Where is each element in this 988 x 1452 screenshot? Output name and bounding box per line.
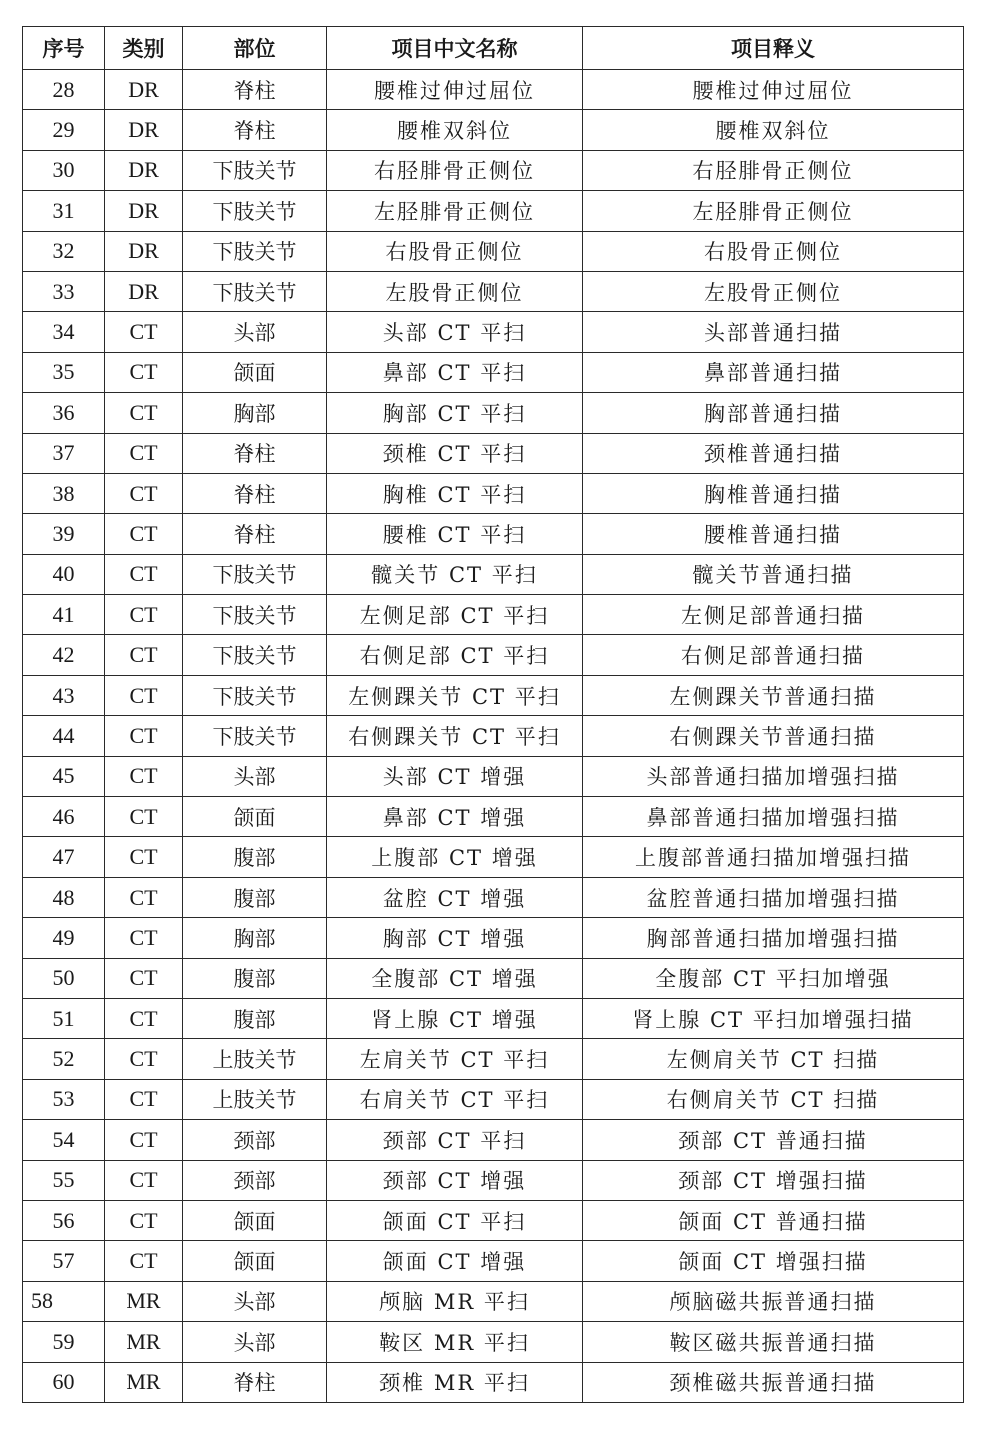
cell-item-name: 颌面 CT 平扫 (327, 1200, 583, 1240)
cell-item-name: 鼻部 CT 平扫 (327, 352, 583, 392)
cell-item-description: 颈椎磁共振普通扫描 (583, 1362, 964, 1402)
cell-item-description: 右股骨正侧位 (583, 231, 964, 271)
header-seq: 序号 (23, 27, 105, 70)
cell-item-name: 鼻部 CT 增强 (327, 797, 583, 837)
cell-part: 腹部 (183, 958, 327, 998)
cell-seq: 39 (23, 514, 105, 554)
cell-seq: 57 (23, 1241, 105, 1281)
cell-seq: 32 (23, 231, 105, 271)
cell-seq: 44 (23, 716, 105, 756)
cell-part: 上肢关节 (183, 1079, 327, 1119)
cell-item-name: 左胫腓骨正侧位 (327, 191, 583, 231)
cell-part: 颌面 (183, 797, 327, 837)
table-row (23, 231, 964, 271)
cell-part: 下肢关节 (183, 191, 327, 231)
cell-category: MR (105, 1362, 183, 1402)
cell-part: 头部 (183, 1281, 327, 1321)
cell-seq: 34 (23, 312, 105, 352)
header-part: 部位 (183, 27, 327, 70)
cell-item-name: 右胫腓骨正侧位 (327, 150, 583, 190)
cell-part: 下肢关节 (183, 271, 327, 311)
cell-part: 腹部 (183, 877, 327, 917)
table-row (23, 837, 964, 877)
cell-item-description: 右胫腓骨正侧位 (583, 150, 964, 190)
cell-category: MR (105, 1281, 183, 1321)
cell-category: DR (105, 191, 183, 231)
cell-item-description: 左股骨正侧位 (583, 271, 964, 311)
cell-part: 腹部 (183, 837, 327, 877)
cell-item-name: 左肩关节 CT 平扫 (327, 1039, 583, 1079)
cell-item-description: 鼻部普通扫描加增强扫描 (583, 797, 964, 837)
table-row (23, 1120, 964, 1160)
table-body (23, 70, 964, 1403)
cell-item-description: 右侧踝关节普通扫描 (583, 716, 964, 756)
cell-part: 脊柱 (183, 433, 327, 473)
cell-item-name: 右肩关节 CT 平扫 (327, 1079, 583, 1119)
cell-seq: 59 (23, 1322, 105, 1362)
table-row (23, 393, 964, 433)
cell-part: 脊柱 (183, 70, 327, 110)
cell-seq: 35 (23, 352, 105, 392)
cell-item-description: 颈椎普通扫描 (583, 433, 964, 473)
cell-item-description: 右侧肩关节 CT 扫描 (583, 1079, 964, 1119)
table-row (23, 595, 964, 635)
header-item-description: 项目释义 (583, 27, 964, 70)
cell-category: CT (105, 675, 183, 715)
cell-category: CT (105, 958, 183, 998)
cell-category: DR (105, 271, 183, 311)
cell-seq: 41 (23, 595, 105, 635)
cell-part: 下肢关节 (183, 635, 327, 675)
cell-item-description: 颌面 CT 增强扫描 (583, 1241, 964, 1281)
table-header-row (23, 27, 964, 70)
cell-seq: 55 (23, 1160, 105, 1200)
table-row (23, 958, 964, 998)
cell-item-description: 左胫腓骨正侧位 (583, 191, 964, 231)
cell-item-description: 盆腔普通扫描加增强扫描 (583, 877, 964, 917)
table-row (23, 675, 964, 715)
cell-item-name: 腰椎过伸过屈位 (327, 70, 583, 110)
cell-item-name: 上腹部 CT 增强 (327, 837, 583, 877)
cell-category: DR (105, 150, 183, 190)
cell-item-name: 全腹部 CT 增强 (327, 958, 583, 998)
cell-part: 头部 (183, 756, 327, 796)
cell-category: CT (105, 918, 183, 958)
table-row (23, 473, 964, 513)
cell-part: 颌面 (183, 1241, 327, 1281)
cell-item-description: 胸椎普通扫描 (583, 473, 964, 513)
cell-item-description: 颌面 CT 普通扫描 (583, 1200, 964, 1240)
cell-seq: 43 (23, 675, 105, 715)
cell-category: CT (105, 797, 183, 837)
cell-part: 颌面 (183, 352, 327, 392)
cell-category: DR (105, 70, 183, 110)
table-row (23, 514, 964, 554)
cell-item-description: 鞍区磁共振普通扫描 (583, 1322, 964, 1362)
cell-item-name: 鞍区 MR 平扫 (327, 1322, 583, 1362)
table-row (23, 1160, 964, 1200)
cell-part: 下肢关节 (183, 595, 327, 635)
cell-seq: 45 (23, 756, 105, 796)
table-row (23, 191, 964, 231)
cell-item-description: 鼻部普通扫描 (583, 352, 964, 392)
header-item-name: 项目中文名称 (327, 27, 583, 70)
cell-part: 下肢关节 (183, 150, 327, 190)
cell-category: DR (105, 110, 183, 150)
cell-part: 胸部 (183, 393, 327, 433)
cell-category: CT (105, 998, 183, 1038)
cell-category: CT (105, 1079, 183, 1119)
cell-part: 颈部 (183, 1120, 327, 1160)
cell-item-name: 左侧足部 CT 平扫 (327, 595, 583, 635)
cell-category: CT (105, 514, 183, 554)
cell-category: DR (105, 231, 183, 271)
cell-part: 脊柱 (183, 514, 327, 554)
cell-item-description: 头部普通扫描加增强扫描 (583, 756, 964, 796)
cell-item-name: 头部 CT 增强 (327, 756, 583, 796)
cell-seq: 49 (23, 918, 105, 958)
cell-part: 颈部 (183, 1160, 327, 1200)
cell-item-description: 颈部 CT 增强扫描 (583, 1160, 964, 1200)
cell-item-description: 头部普通扫描 (583, 312, 964, 352)
cell-category: CT (105, 473, 183, 513)
cell-item-name: 胸部 CT 增强 (327, 918, 583, 958)
cell-category: CT (105, 877, 183, 917)
table-row (23, 312, 964, 352)
cell-item-name: 右侧足部 CT 平扫 (327, 635, 583, 675)
cell-item-name: 肾上腺 CT 增强 (327, 998, 583, 1038)
table-row (23, 1079, 964, 1119)
cell-seq: 56 (23, 1200, 105, 1240)
cell-category: CT (105, 554, 183, 594)
cell-item-name: 腰椎 CT 平扫 (327, 514, 583, 554)
cell-item-name: 胸部 CT 平扫 (327, 393, 583, 433)
cell-item-description: 左侧足部普通扫描 (583, 595, 964, 635)
table-row (23, 1281, 964, 1321)
cell-part: 脊柱 (183, 473, 327, 513)
cell-item-name: 颌面 CT 增强 (327, 1241, 583, 1281)
cell-part: 胸部 (183, 918, 327, 958)
cell-item-description: 全腹部 CT 平扫加增强 (583, 958, 964, 998)
cell-item-description: 腰椎双斜位 (583, 110, 964, 150)
cell-item-description: 右侧足部普通扫描 (583, 635, 964, 675)
header-category: 类别 (105, 27, 183, 70)
cell-seq: 53 (23, 1079, 105, 1119)
cell-seq: 54 (23, 1120, 105, 1160)
cell-seq: 60 (23, 1362, 105, 1402)
exam-items-table (22, 26, 964, 1403)
cell-seq: 46 (23, 797, 105, 837)
cell-seq: 47 (23, 837, 105, 877)
cell-part: 脊柱 (183, 1362, 327, 1402)
cell-item-description: 颅脑磁共振普通扫描 (583, 1281, 964, 1321)
cell-category: CT (105, 1200, 183, 1240)
table-row (23, 1200, 964, 1240)
cell-category: CT (105, 1241, 183, 1281)
cell-seq: 40 (23, 554, 105, 594)
table-row (23, 635, 964, 675)
cell-item-description: 胸部普通扫描加增强扫描 (583, 918, 964, 958)
cell-category: CT (105, 393, 183, 433)
cell-seq: 42 (23, 635, 105, 675)
table-row (23, 1322, 964, 1362)
cell-item-name: 颅脑 MR 平扫 (327, 1281, 583, 1321)
table-row (23, 554, 964, 594)
cell-part: 下肢关节 (183, 675, 327, 715)
table-row (23, 918, 964, 958)
cell-part: 脊柱 (183, 110, 327, 150)
cell-seq: 36 (23, 393, 105, 433)
cell-category: CT (105, 1039, 183, 1079)
cell-item-name: 胸椎 CT 平扫 (327, 473, 583, 513)
cell-category: CT (105, 312, 183, 352)
cell-category: CT (105, 352, 183, 392)
cell-seq: 28 (23, 70, 105, 110)
cell-item-name: 右股骨正侧位 (327, 231, 583, 271)
cell-category: CT (105, 635, 183, 675)
table-row (23, 1241, 964, 1281)
table-row (23, 433, 964, 473)
cell-item-name: 颈部 CT 平扫 (327, 1120, 583, 1160)
table-row (23, 1039, 964, 1079)
table-row (23, 797, 964, 837)
cell-part: 颌面 (183, 1200, 327, 1240)
cell-item-description: 腰椎普通扫描 (583, 514, 964, 554)
cell-item-name: 髋关节 CT 平扫 (327, 554, 583, 594)
cell-category: CT (105, 1120, 183, 1160)
cell-category: MR (105, 1322, 183, 1362)
cell-item-description: 左侧踝关节普通扫描 (583, 675, 964, 715)
table-row (23, 877, 964, 917)
cell-item-name: 颈部 CT 增强 (327, 1160, 583, 1200)
cell-item-description: 颈部 CT 普通扫描 (583, 1120, 964, 1160)
cell-item-name: 盆腔 CT 增强 (327, 877, 583, 917)
cell-seq: 50 (23, 958, 105, 998)
cell-part: 下肢关节 (183, 716, 327, 756)
cell-category: CT (105, 595, 183, 635)
cell-item-name: 腰椎双斜位 (327, 110, 583, 150)
cell-seq: 33 (23, 271, 105, 311)
cell-part: 下肢关节 (183, 554, 327, 594)
cell-part: 头部 (183, 1322, 327, 1362)
cell-item-description: 胸部普通扫描 (583, 393, 964, 433)
cell-item-name: 右侧踝关节 CT 平扫 (327, 716, 583, 756)
cell-category: CT (105, 1160, 183, 1200)
cell-seq: 37 (23, 433, 105, 473)
cell-item-name: 颈椎 MR 平扫 (327, 1362, 583, 1402)
cell-item-description: 髋关节普通扫描 (583, 554, 964, 594)
cell-item-description: 肾上腺 CT 平扫加增强扫描 (583, 998, 964, 1038)
cell-seq: 30 (23, 150, 105, 190)
cell-seq: 51 (23, 998, 105, 1038)
table-row (23, 271, 964, 311)
cell-item-description: 上腹部普通扫描加增强扫描 (583, 837, 964, 877)
table-row (23, 110, 964, 150)
cell-category: CT (105, 837, 183, 877)
cell-item-description: 左侧肩关节 CT 扫描 (583, 1039, 964, 1079)
cell-category: CT (105, 433, 183, 473)
table-row (23, 756, 964, 796)
cell-seq: 31 (23, 191, 105, 231)
cell-part: 上肢关节 (183, 1039, 327, 1079)
cell-seq: 38 (23, 473, 105, 513)
cell-part: 头部 (183, 312, 327, 352)
cell-item-name: 头部 CT 平扫 (327, 312, 583, 352)
cell-part: 下肢关节 (183, 231, 327, 271)
cell-part: 腹部 (183, 998, 327, 1038)
cell-seq: 58 (23, 1281, 105, 1321)
cell-item-description: 腰椎过伸过屈位 (583, 70, 964, 110)
cell-category: CT (105, 756, 183, 796)
cell-item-name: 左股骨正侧位 (327, 271, 583, 311)
table-row (23, 1362, 964, 1402)
cell-item-name: 颈椎 CT 平扫 (327, 433, 583, 473)
cell-seq: 29 (23, 110, 105, 150)
cell-item-name: 左侧踝关节 CT 平扫 (327, 675, 583, 715)
table-row (23, 352, 964, 392)
table-row (23, 998, 964, 1038)
cell-category: CT (105, 716, 183, 756)
table-row (23, 716, 964, 756)
cell-seq: 48 (23, 877, 105, 917)
cell-seq: 52 (23, 1039, 105, 1079)
table-row (23, 70, 964, 110)
table-row (23, 150, 964, 190)
